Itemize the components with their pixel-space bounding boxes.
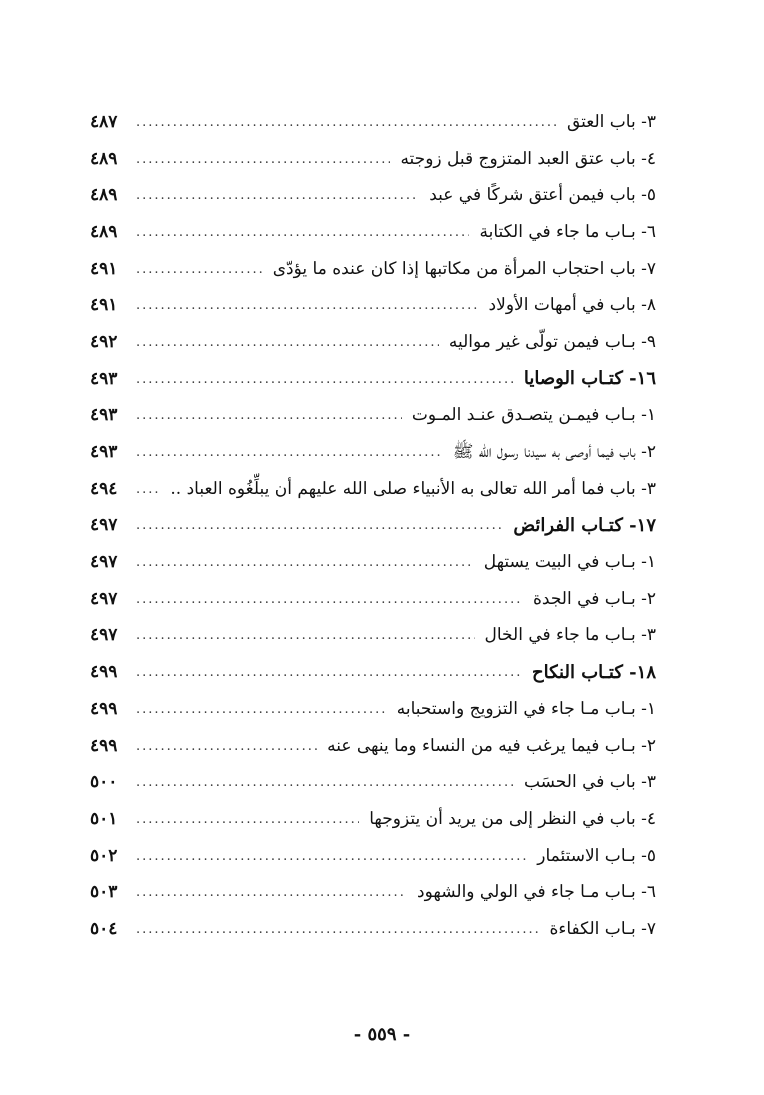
toc-chapter-heading bbox=[90, 508, 656, 545]
dot-leader bbox=[136, 923, 539, 936]
toc-entry-title: ٢- باب فيما أوصى به سيدنا رسول الله ﷺ bbox=[452, 442, 656, 463]
toc-entry-title: ٨- باب في أمهات الأولاد bbox=[488, 295, 656, 316]
toc-entry bbox=[90, 618, 656, 655]
toc-entry bbox=[90, 104, 656, 141]
toc-entry-title: ١٨- كتـاب النكاح bbox=[531, 661, 656, 683]
toc-entry-page: ٤٩٣ bbox=[90, 442, 118, 463]
toc-entry-page: ٤٨٩ bbox=[90, 185, 118, 206]
dot-leader bbox=[136, 483, 160, 496]
toc-entry-page: ٤٩٩ bbox=[90, 698, 118, 719]
table-of-contents bbox=[90, 104, 656, 948]
toc-entry-page: ٤٩٩ bbox=[90, 662, 118, 683]
toc-entry-page: ٥٠٤ bbox=[90, 918, 118, 939]
toc-entry-title: ١- بـاب فيمـن يتصـدق عنـد المـوت bbox=[411, 405, 656, 426]
toc-entry-title: ١٧- كتـاب الفرائض bbox=[513, 514, 656, 536]
toc-entry-title: ٩- بـاب فيمن تولّى غير مواليه bbox=[448, 331, 656, 352]
toc-entry-page: ٤٩٣ bbox=[90, 368, 118, 389]
dot-leader bbox=[136, 629, 475, 642]
dot-leader bbox=[136, 850, 527, 863]
dot-leader bbox=[136, 153, 390, 166]
toc-entry bbox=[90, 214, 656, 251]
toc-entry-title: ٣- باب في الحسَب bbox=[523, 772, 656, 793]
toc-entry bbox=[90, 287, 656, 324]
toc-entry-title: ٥- بـاب الاستئمار bbox=[537, 845, 656, 866]
toc-entry bbox=[90, 874, 656, 911]
toc-entry-title: ٢- بـاب فيما يرغب فيه من النساء وما ينهى عنه bbox=[327, 735, 656, 756]
toc-entry-page: ٤٨٧ bbox=[90, 111, 118, 132]
toc-entry-title: ٣- باب فما أمر الله تعالى به الأنبياء صلى الله عليهم أن يبلِّغُوه العباد .. bbox=[170, 478, 656, 499]
toc-entry bbox=[90, 581, 656, 618]
toc-entry-page: ٥٠١ bbox=[90, 808, 118, 829]
toc-chapter-heading bbox=[90, 361, 656, 398]
toc-entry bbox=[90, 141, 656, 178]
dot-leader bbox=[136, 703, 387, 716]
toc-entry-page: ٤٨٩ bbox=[90, 148, 118, 169]
toc-entry-page: ٤٩٧ bbox=[90, 588, 118, 609]
toc-entry-title: ٧- بـاب الكفاءة bbox=[549, 918, 656, 939]
dot-leader bbox=[136, 336, 439, 349]
toc-entry-page: ٤٩١ bbox=[90, 258, 118, 279]
toc-entry-title: ٣- باب العتق bbox=[566, 111, 656, 132]
toc-entry-title: ٣- بـاب ما جاء في الخال bbox=[484, 625, 656, 646]
toc-entry-page: ٤٨٩ bbox=[90, 221, 118, 242]
dot-leader bbox=[136, 116, 557, 129]
dot-leader bbox=[136, 446, 443, 459]
toc-entry bbox=[90, 544, 656, 581]
toc-entry-title: ٤- باب في النظر إلى من يريد أن يتزوجها bbox=[369, 808, 656, 829]
toc-entry-page: ٤٩٩ bbox=[90, 735, 118, 756]
toc-entry-title: ٦- بـاب مـا جاء في الولي والشهود bbox=[417, 882, 656, 903]
toc-entry bbox=[90, 471, 656, 508]
toc-entry-title: ٥- باب فيمن أعتق شركًا في عبد bbox=[429, 185, 656, 206]
toc-entry-title: ١- بـاب في البيت يستهل bbox=[483, 552, 656, 573]
toc-entry bbox=[90, 838, 656, 875]
toc-entry-page: ٥٠٣ bbox=[90, 882, 118, 903]
toc-entry bbox=[90, 764, 656, 801]
toc-entry-page: ٥٠٠ bbox=[90, 772, 118, 793]
dot-leader bbox=[136, 776, 514, 789]
toc-entry-page: ٤٩٧ bbox=[90, 625, 118, 646]
toc-entry bbox=[90, 251, 656, 288]
toc-entry-title: ١- بـاب مـا جاء في التزويج واستحبابه bbox=[396, 698, 656, 719]
toc-entry-title: ٤- باب عتق العبد المتزوج قبل زوجته bbox=[400, 148, 656, 169]
toc-entry bbox=[90, 691, 656, 728]
page-number: - ٥٥٩ - bbox=[353, 1024, 411, 1045]
toc-entry-page: ٤٩٢ bbox=[90, 331, 118, 352]
dot-leader bbox=[136, 593, 523, 606]
toc-entry-page: ٥٠٢ bbox=[90, 845, 118, 866]
toc-entry bbox=[90, 177, 656, 214]
toc-entry bbox=[90, 324, 656, 361]
toc-entry-title: ٦- بـاب ما جاء في الكتابة bbox=[479, 221, 656, 242]
toc-entry bbox=[90, 434, 656, 471]
toc-entry-page: ٤٩٤ bbox=[90, 478, 118, 499]
toc-entry bbox=[90, 801, 656, 838]
toc-entry bbox=[90, 398, 656, 435]
toc-chapter-heading bbox=[90, 654, 656, 691]
dot-leader bbox=[136, 263, 263, 276]
toc-entry-page: ٤٩٧ bbox=[90, 552, 118, 573]
dot-leader bbox=[136, 189, 419, 202]
dot-leader bbox=[136, 740, 317, 753]
toc-entry-title: ٢- بـاب في الجدة bbox=[533, 588, 656, 609]
dot-leader bbox=[136, 299, 479, 312]
dot-leader bbox=[136, 886, 407, 899]
dot-leader bbox=[136, 409, 402, 422]
dot-leader bbox=[136, 556, 474, 569]
dot-leader bbox=[136, 519, 503, 532]
dot-leader bbox=[136, 373, 514, 386]
dot-leader bbox=[136, 226, 469, 239]
dot-leader bbox=[136, 813, 359, 826]
toc-entry-title: ٧- باب احتجاب المرأة من مكاتبها إذا كان عنده ما يؤدّى bbox=[272, 258, 656, 279]
dot-leader bbox=[136, 666, 522, 679]
toc-entry-page: ٤٩٣ bbox=[90, 405, 118, 426]
toc-entry-page: ٤٩١ bbox=[90, 295, 118, 316]
toc-entry bbox=[90, 728, 656, 765]
toc-entry-page: ٤٩٧ bbox=[90, 515, 118, 536]
toc-entry bbox=[90, 911, 656, 948]
toc-entry-title: ١٦- كتـاب الوصايا bbox=[523, 368, 656, 390]
